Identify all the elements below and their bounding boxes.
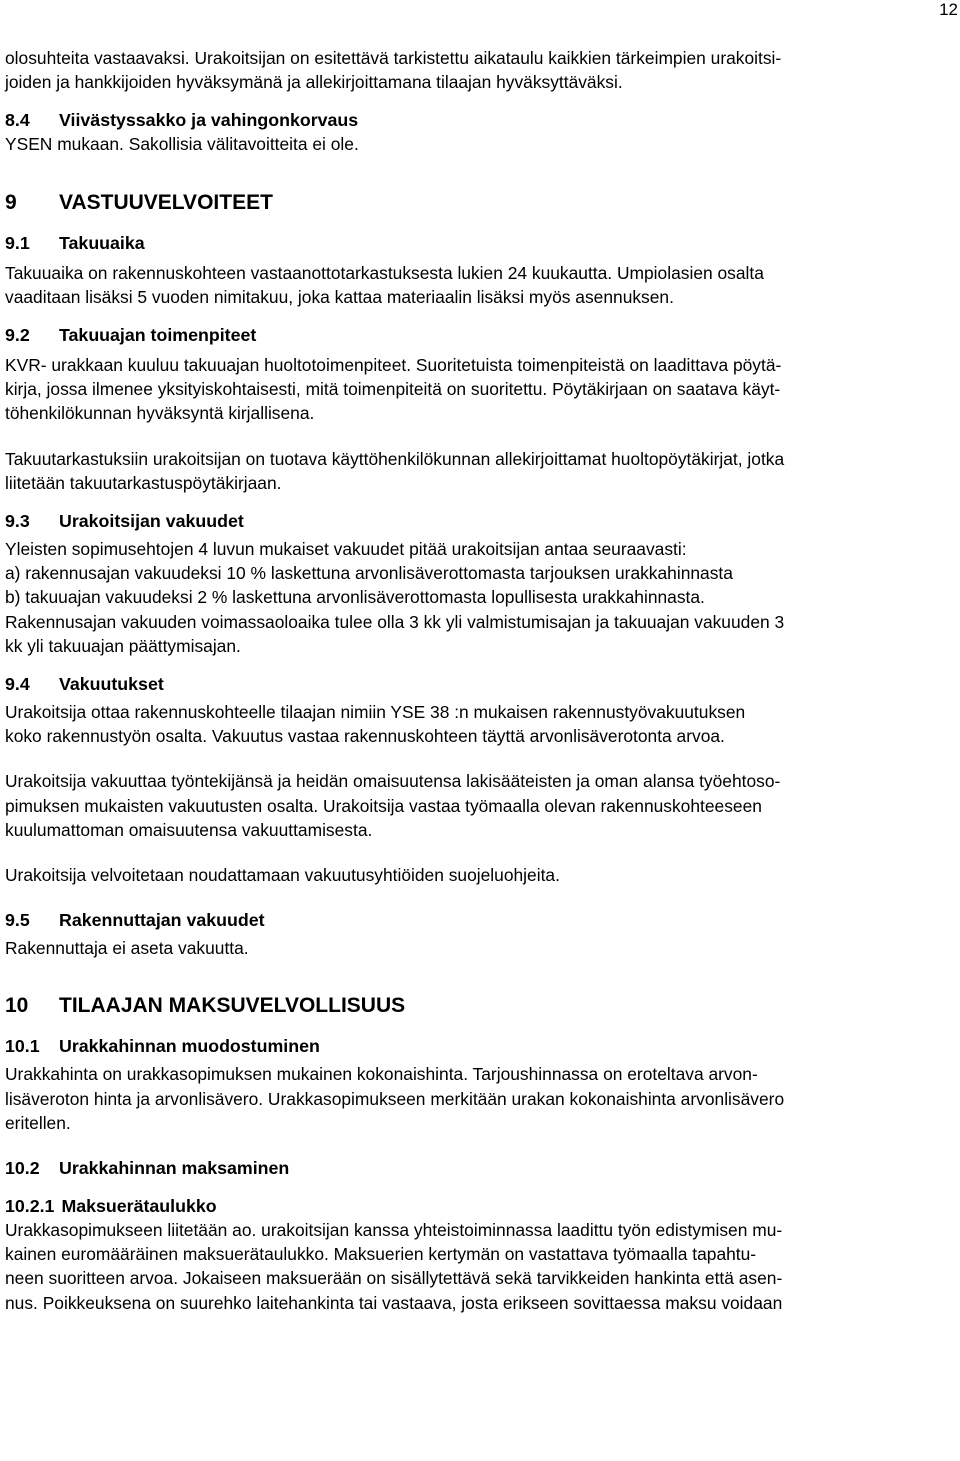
paragraph-9-4b	[5, 769, 957, 842]
text-line: Takuutarkastuksiin urakoitsijan on tuotava käyttöhenkilökunnan allekirjoittamat huoltopöytäkirjat, jotka	[5, 448, 785, 469]
section-title: Maksuerätaulukko	[61, 1196, 217, 1217]
text-line: neen suoritteen arvoa. Jokaiseen maksuerään on sisällytettävä sekä tarvikkeiden hankinta että asen-	[5, 1268, 783, 1289]
text-line: eritellen.	[5, 1112, 71, 1133]
text-line: koko rakennustyön osalta. Vakuutus vastaa rakennuskohteen täyttä arvonlisäverotonta arvoa.	[5, 726, 725, 747]
text-line: kainen euromääräinen maksuerätaulukko. Maksuerien kertymän on vastattava työmaalla tapahtu-	[5, 1244, 757, 1265]
text-line: lisäveroton hinta ja arvonlisävero. Urakkasopimukseen merkitään urakan kokonaishinta arvonlisävero	[5, 1088, 785, 1109]
heading-9-5	[5, 908, 957, 932]
text-line: Urakoitsija vakuuttaa työntekijänsä ja heidän omaisuutensa lakisääteisten ja oman alansa työehtoso-	[5, 771, 781, 792]
text-line: olosuhteita vastaavaksi. Urakoitsijan on esitettävä tarkistettu aikataulu kaikkien tärkeimpien urakoitsi-	[5, 48, 782, 68]
text-line: Rakennuttaja ei aseta vakuutta.	[5, 938, 249, 959]
paragraph-intro	[5, 46, 957, 94]
text-line: töhenkilökunnan hyväksyntä kirjallisena.	[5, 403, 315, 424]
text-line: Takuuaika on rakennuskohteen vastaanottotarkastuksesta lukien 24 kuukautta. Umpiolasien osalta	[5, 262, 764, 283]
page-number: 12	[939, 0, 958, 19]
heading-9-2	[5, 323, 957, 347]
text-line: liitetään takuutarkastuspöytäkirjaan.	[5, 472, 282, 493]
section-number: 10.2.1	[5, 1196, 55, 1217]
section-title: Viivästyssakko ja vahingonkorvaus	[59, 110, 359, 131]
text-line: joiden ja hankkijoiden hyväksymänä ja allekirjoittamana tilaajan hyväksyttäväksi.	[5, 72, 623, 93]
paragraph-9-4c	[5, 863, 957, 887]
section-number: 8.4	[5, 110, 30, 131]
section-number: 10.1	[5, 1036, 40, 1057]
section-title: Urakkahinnan muodostuminen	[59, 1036, 320, 1057]
text-line: nus. Poikkeuksena on suurehko laitehankinta tai vastaava, josta erikseen sovittaessa maksu voidaan	[5, 1292, 783, 1313]
paragraph-9-3	[5, 537, 957, 658]
text-line: b) takuuajan vakuudeksi 2 % laskettuna arvonlisäverottomasta lopullisesta urakkahinnasta.	[5, 587, 705, 608]
paragraph-9-2a	[5, 353, 957, 426]
document-page	[5, 46, 957, 1315]
text-line: Urakoitsija ottaa rakennuskohteelle tilaajan nimiin YSE 38 :n mukaisen rakennustyövakuutuksen	[5, 702, 746, 723]
section-number: 9.4	[5, 674, 30, 695]
paragraph-10-1	[5, 1062, 957, 1135]
paragraph-9-1	[5, 261, 957, 309]
text-line: YSEN mukaan. Sakollisia välitavoitteita ei ole.	[5, 134, 359, 155]
section-number: 10.2	[5, 1158, 40, 1179]
heading-9-1	[5, 231, 957, 255]
paragraph-8-4	[5, 132, 957, 156]
section-number: 9.2	[5, 325, 30, 346]
text-line: kk yli takuuajan päättymisajan.	[5, 635, 241, 656]
heading-9-3	[5, 509, 957, 533]
text-line: kuulumattoman omaisuutensa vakuuttamisesta.	[5, 819, 373, 840]
heading-8-4	[5, 108, 957, 132]
section-title: VASTUUVELVOITEET	[59, 190, 273, 214]
text-line: pimuksen mukaisten vakuutusten osalta. Urakoitsija vastaa työmaalla olevan rakennuskohteeseen	[5, 795, 762, 816]
heading-10-2	[5, 1156, 957, 1180]
heading-9-4	[5, 672, 957, 696]
heading-10	[5, 992, 957, 1020]
section-title: Takuuaika	[59, 232, 145, 253]
text-line: Rakennusajan vakuuden voimassaoloaika tulee olla 3 kk yli valmistumisajan ja takuuajan vakuuden 3	[5, 611, 785, 632]
section-number: 10	[5, 994, 29, 1018]
heading-10-1	[5, 1034, 957, 1058]
heading-9	[5, 189, 957, 217]
text-line: KVR- urakkaan kuuluu takuuajan huoltotoimenpiteet. Suoritetuista toimenpiteistä on laadittava pöytä-	[5, 355, 782, 376]
section-title: Takuuajan toimenpiteet	[59, 325, 257, 346]
section-title: Rakennuttajan vakuudet	[59, 910, 265, 931]
paragraph-9-5	[5, 936, 957, 960]
paragraph-9-2b	[5, 447, 957, 495]
section-number: 9.3	[5, 511, 30, 532]
text-line: vaaditaan lisäksi 5 vuoden nimitakuu, joka kattaa materiaalin lisäksi myös asennuksen.	[5, 286, 674, 307]
section-title: Urakkahinnan maksaminen	[59, 1158, 290, 1179]
heading-10-2-1	[5, 1194, 957, 1218]
text-line: Urakoitsija velvoitetaan noudattamaan vakuutusyhtiöiden suojeluohjeita.	[5, 865, 560, 886]
section-number: 9	[5, 190, 17, 214]
text-line: a) rakennusajan vakuudeksi 10 % laskettuna arvonlisäverottomasta tarjouksen urakkahinnasta	[5, 563, 733, 584]
section-title: TILAAJAN MAKSUVELVOLLISUUS	[59, 994, 406, 1018]
section-number: 9.5	[5, 910, 30, 931]
paragraph-10-2-1	[5, 1218, 957, 1315]
text-line: Urakkahinta on urakkasopimuksen mukainen kokonaishinta. Tarjoushinnassa on eroteltava arvon-	[5, 1064, 758, 1085]
text-line: kirja, jossa ilmenee yksityiskohtaisesti, mitä toimenpiteitä on suoritettu. Pöytäkirjaan on saatava käyt-	[5, 379, 781, 400]
paragraph-9-4a	[5, 700, 957, 748]
text-line: Urakkasopimukseen liitetään ao. urakoitsijan kanssa yhteistoiminnassa laadittu työn edistymisen mu-	[5, 1220, 783, 1241]
section-number: 9.1	[5, 232, 30, 253]
text-line: Yleisten sopimusehtojen 4 luvun mukaiset vakuudet pitää urakoitsijan antaa seuraavasti:	[5, 539, 687, 560]
section-title: Urakoitsijan vakuudet	[59, 511, 244, 532]
section-title: Vakuutukset	[59, 674, 164, 695]
